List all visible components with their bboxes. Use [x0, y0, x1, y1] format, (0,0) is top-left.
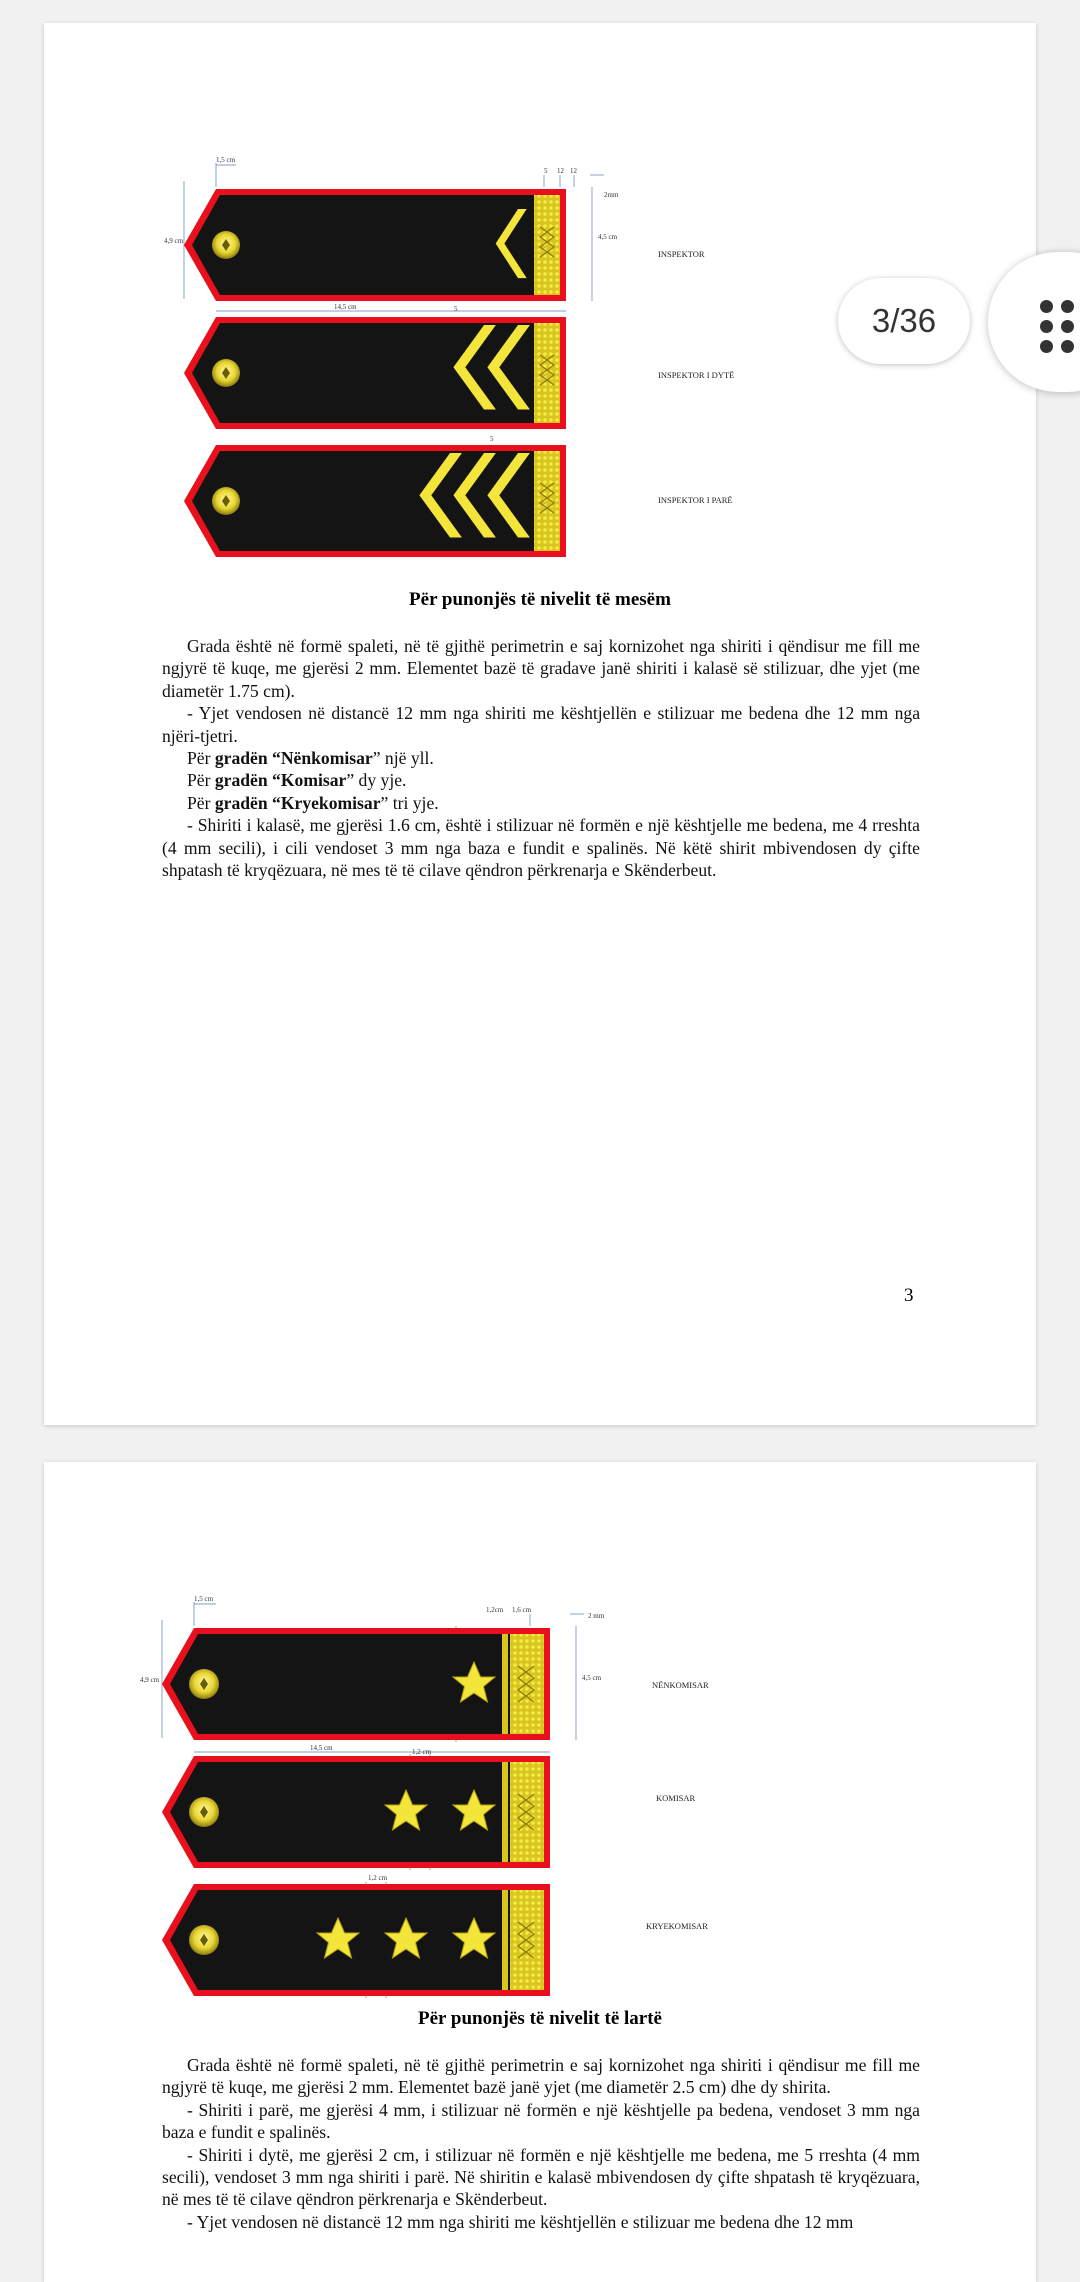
epaulette-figure-high-level — [140, 1590, 780, 2010]
grade-line: Për gradën “Kryekomisar” tri yje. — [187, 792, 439, 813]
dim-top-12b: 12 — [570, 167, 577, 175]
document-page-3 — [44, 23, 1036, 1425]
dim-right-45: 4,5 cm — [598, 233, 618, 241]
rank-label-nenkomisar: NËNKOMISAR — [652, 1680, 709, 1690]
paragraph: - Shiriti i parë, me gjerësi 4 mm, i stilizuar në formën e një kështjelle pa bedena, vendoset 3 mm nga baza e fundit e spalinës. — [162, 2099, 920, 2143]
paragraph: Grada është në formë spaleti, në të gjithë perimetrin e saj kornizohet nga shiriti i qëndisur me fill me ngjyrë të kuqe, me gjerësi 2 mm. Elementet bazë të gradave janë shiriti i kalasë së stilizuar, dhe yjet (me diametër 1.75 cm). — [162, 636, 920, 701]
rank-label-kryekomisar: KRYEKOMISAR — [646, 1921, 708, 1931]
epaulette-kryekomisar — [162, 1884, 550, 1996]
document-page-4 — [44, 1462, 1036, 2282]
dim-right-2mm: 2 mm — [588, 1612, 605, 1620]
dim-top-left: 1,5 cm — [194, 1595, 214, 1603]
section-heading-high: Për punonjës të nivelit të lartë — [418, 2008, 662, 2029]
paragraph: - Yjet vendosen në distancë 12 mm nga shiriti me kështjellën e stilizuar me bedena dhe 12 mm — [187, 2211, 854, 2232]
paragraph: - Yjet vendosen në distancë 12 mm nga shiriti me kështjellën e stilizuar me bedena dhe 12 mm nga njëri-tjetri. — [162, 703, 920, 746]
rank-label-inspektor-i-dyte: INSPEKTOR I DYTË — [658, 370, 735, 380]
dim-top-12: 1,2cm — [486, 1606, 504, 1614]
rank-label-inspektor: INSPEKTOR — [658, 249, 705, 259]
dim-mid-5a: 5 — [454, 305, 458, 313]
grid-icon — [1040, 300, 1074, 348]
epaulette-figure-middle-level — [164, 151, 764, 571]
body-text-middle — [162, 635, 920, 881]
dim-height: 4,9 cm — [140, 1676, 160, 1684]
paragraph: - Shiriti i kalasë, me gjerësi 1.6 cm, është i stilizuar në formën e një kështjelle me bedena, me 4 rreshta (4 mm secili), i cili vendoset 3 mm nga baza e fundit e spalinës. Në këtë shirit mbivendosen dy çifte shpatash të kryqëzuara, në mes të të cilave qëndron përkrenarja e Skënderbeut. — [162, 815, 920, 881]
page-indicator[interactable]: 3/36 — [838, 278, 970, 364]
epaulette-inspektor — [184, 189, 566, 301]
rank-label-inspektor-i-pare: INSPEKTOR I PARË — [658, 495, 733, 505]
dim-top-16: 1,6 cm — [512, 1606, 532, 1614]
epaulette-inspektor-i-pare — [184, 445, 566, 557]
dim-right-45: 4,5 cm — [582, 1674, 602, 1682]
dim-length: 14,5 cm — [310, 1744, 333, 1752]
section-heading-middle: Për punonjës të nivelit të mesëm — [409, 589, 671, 610]
epaulette-nenkomisar — [162, 1628, 550, 1740]
dim-length: 14,5 cm — [334, 303, 357, 311]
epaulette-inspektor-i-dyte — [184, 317, 566, 429]
paragraph: Grada është në formë spaleti, në të gjithë perimetrin e saj kornizohet nga shiriti i qëndisur me fill me ngjyrë të kuqe, me gjerësi 2 mm. Elementet bazë janë yjet (me diametër 2.5 cm) dhe dy shirita. — [162, 2055, 920, 2098]
dim-top-5: 5 — [544, 167, 548, 175]
rank-label-komisar: KOMISAR — [656, 1793, 696, 1803]
paragraph: - Shiriti i dytë, me gjerësi 2 cm, i stilizuar në formën e një kështjelle me bedena, me 5 rreshta (4 mm secili), vendoset 3 mm nga shiriti i parë. Në shiritin e kalasë mbivendosen dy çifte shpatash të kryqëzuara, në mes të të cilave qëndron përkrenarja e Skënderbeut. — [162, 2144, 920, 2210]
dim-top-12a: 12 — [557, 167, 564, 175]
grade-line: Për gradën “Komisar” dy yje. — [187, 770, 407, 791]
epaulette-komisar — [162, 1756, 550, 1868]
dim-right-2mm: 2mm — [604, 191, 619, 199]
dim-height: 4,9 cm — [164, 237, 184, 245]
page-number: 3 — [904, 1285, 914, 1306]
body-text-high — [162, 2054, 920, 2233]
grade-line: Për gradën “Nënkomisar” një yll. — [187, 748, 434, 769]
dim-top-left: 1,5 cm — [216, 156, 236, 164]
dim-mid-5b: 5 — [490, 435, 494, 443]
dim-mid-12b: 1,2 cm — [368, 1874, 388, 1882]
dim-mid-12a: 1,2 cm — [412, 1748, 432, 1756]
